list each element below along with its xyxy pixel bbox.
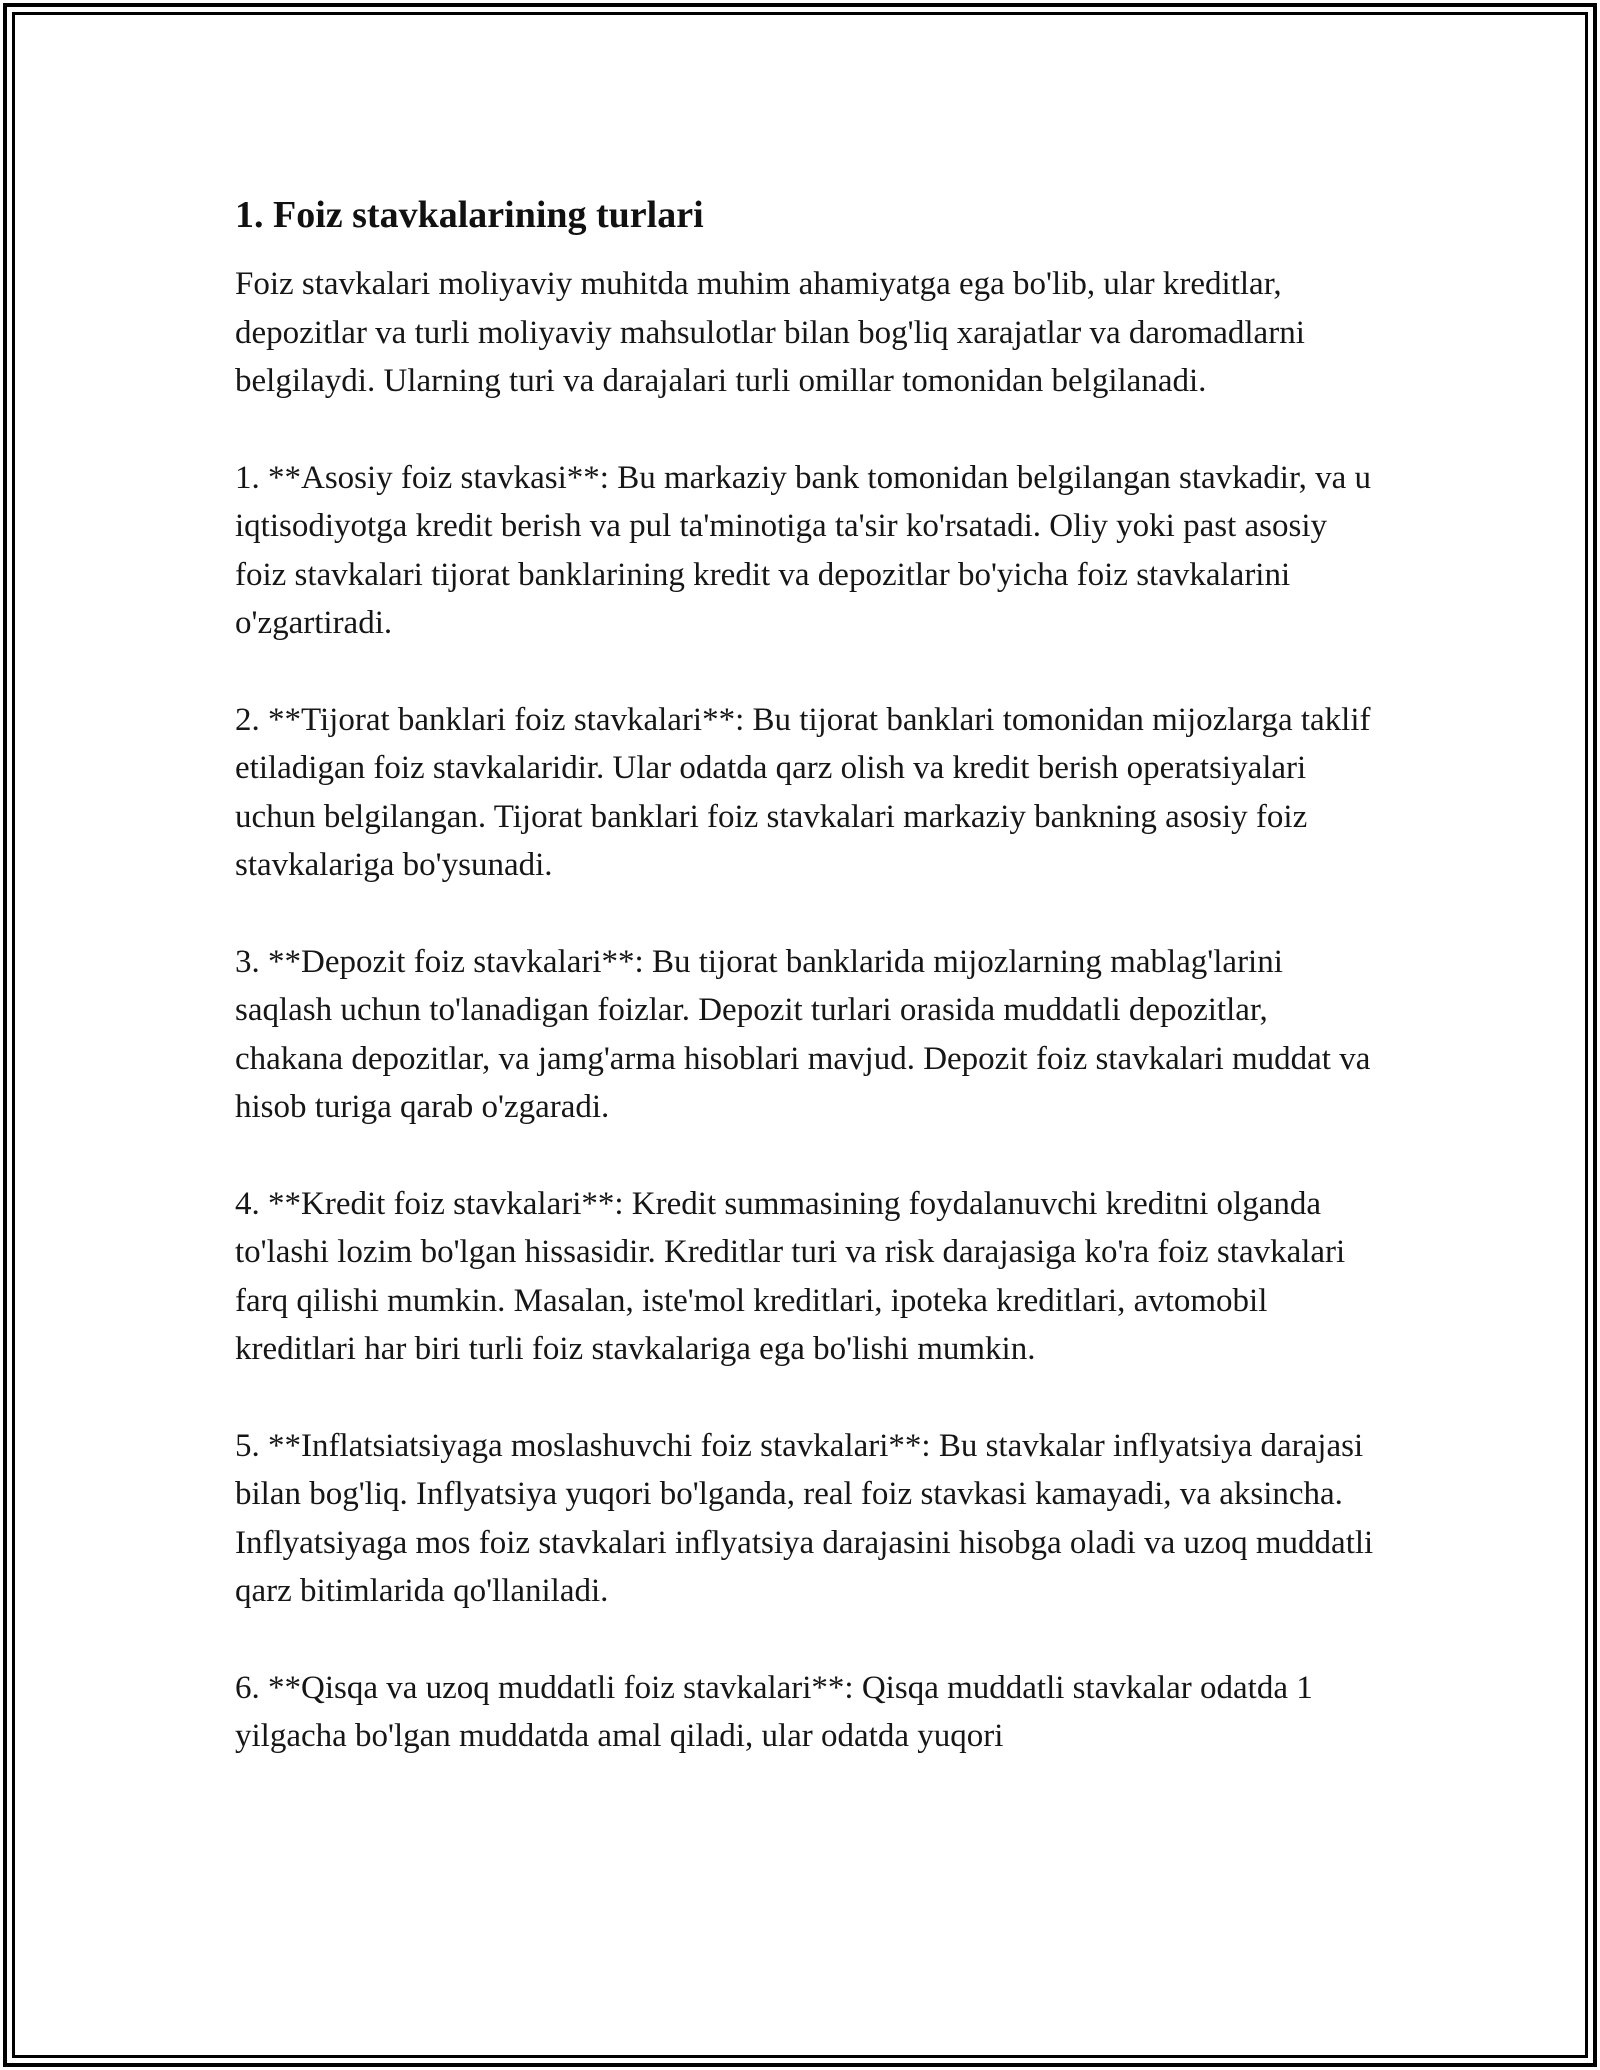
list-item-inflyatsiya: 5. **Inflatsiatsiyaga moslashuvchi foiz stavkalari**: Bu stavkalar inflyatsiya darajasi bilan bog'liq. Inflyatsiya yuqori bo'lganda, real foiz stavkasi kamayadi, va aksincha. Inflyatsiyaga mos foiz stavkalari inflyatsiya darajasini hisobga oladi va uzoq muddatli qarz bitimlarida qo'llaniladi. <box>235 1427 1374 1609</box>
intro-paragraph: Foiz stavkalari moliyaviy muhitda muhim ahamiyatga ega bo'lib, ular kreditlar, depozitlar va turli moliyaviy mahsulotlar bilan bog'liq xarajatlar va daromadlarni belgilaydi. Ularning turi va darajalari turli omillar tomonidan belgilanadi. <box>235 266 1305 399</box>
list-item-depozit-foiz: 3. **Depozit foiz stavkalari**: Bu tijorat banklarida mijozlarning mablag'larini saqlash uchun to'lanadigan foizlar. Depozit turlari orasida muddatli depozitlar, chakana depozitlar, va jamg'arma hisoblari mavjud. Depozit foiz stavkalari muddat va hisob turiga qarab o'zgaradi. <box>235 943 1371 1125</box>
section-heading: 1. Foiz stavkalarining turlari <box>235 194 704 236</box>
document-body <box>235 190 1375 1761</box>
list-item-asosiy-foiz-stavkasi: 1. **Asosiy foiz stavkasi**: Bu markaziy bank tomonidan belgilangan stavkadir, va u iqtisodiyotga kredit berish va pul ta'minotiga ta'sir ko'rsatadi. Oliy yoki past asosiy foiz stavkalari tijorat banklarining kredit va depozitlar bo'yicha foiz stavkalarini o'zgartiradi. <box>235 459 1372 641</box>
list-item-qisqa-uzoq: 6. **Qisqa va uzoq muddatli foiz stavkalari**: Qisqa muddatli stavkalar odatda 1 yilgacha bo'lgan muddatda amal qiladi, ular odatda yuqori <box>235 1669 1313 1754</box>
list-item-kredit-foiz: 4. **Kredit foiz stavkalari**: Kredit summasining foydalanuvchi kreditni olganda to'lashi lozim bo'lgan hissasidir. Kreditlar turi va risk darajasiga ko'ra foiz stavkalari farq qilishi mumkin. Masalan, iste'mol kreditlari, ipoteka kreditlari, avtomobil kreditlari har biri turli foiz stavkalariga ega bo'lishi mumkin. <box>235 1185 1346 1367</box>
list-item-tijorat-banklari: 2. **Tijorat banklari foiz stavkalari**: Bu tijorat banklari tomonidan mijozlarga taklif etiladigan foiz stavkalaridir. Ular odatda qarz olish va kredit berish operatsiyalari uchun belgilangan. Tijorat banklari foiz stavkalari markaziy bankning asosiy foiz stavkalariga bo'ysunadi. <box>235 701 1371 883</box>
